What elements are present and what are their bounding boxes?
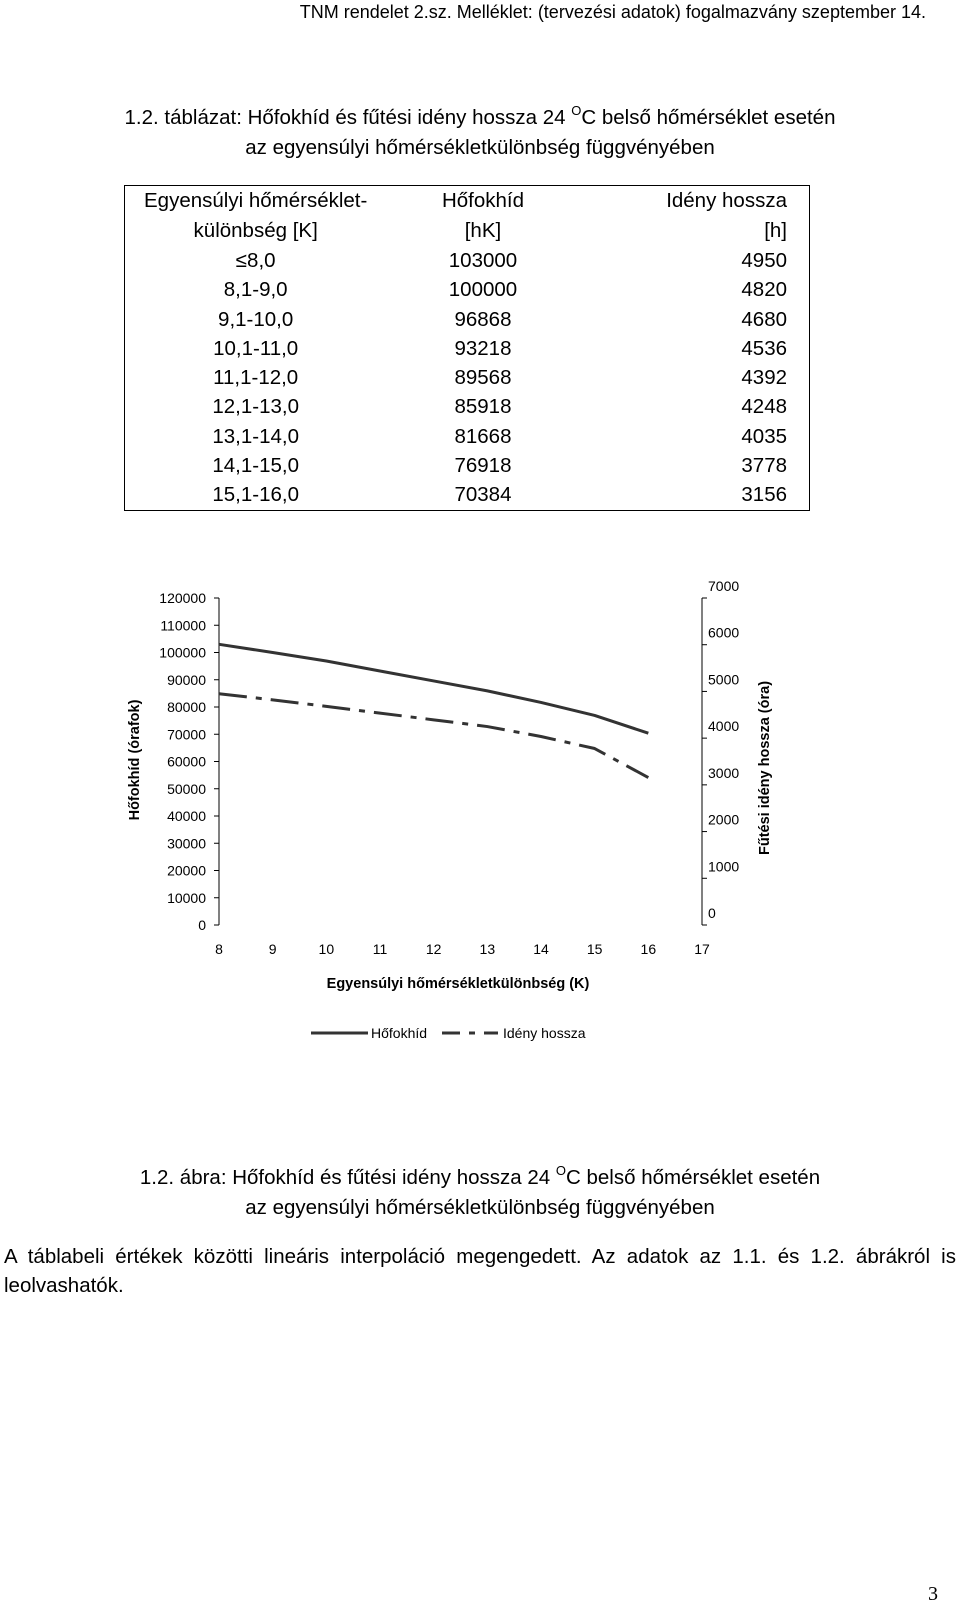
cell-season-length: 4035 [741,424,787,448]
x-tick-label: 15 [586,941,603,957]
cell-temp-diff: 14,1-15,0 [212,454,299,478]
table-row [125,422,810,451]
left-tick-label: 10000 [167,889,206,906]
x-tick-label: 17 [694,941,710,957]
table-row [125,451,810,480]
cell-temp-diff: 12,1-13,0 [212,395,299,419]
season-length-series-line [219,694,648,778]
cell-season-length: 4820 [741,278,787,302]
x-tick-label: 16 [640,941,657,957]
table-row [125,392,810,421]
cell-temp-diff: 11,1-12,0 [213,366,299,390]
header-season-length-line2: [h] [764,219,787,242]
header-season-length-line1: Idény hossza [666,189,787,212]
left-tick-label: 30000 [167,835,206,852]
cell-degree-hours: 93218 [454,336,512,360]
cell-season-length: 4536 [741,336,787,360]
page-header: TNM rendelet 2.sz. Melléklet: (tervezési adatok) fogalmazvány szeptember 14. [299,2,926,22]
cell-temp-diff: 8,1-9,0 [223,278,288,302]
left-tick-label: 100000 [159,644,206,661]
figure-caption-line2: az egyensúlyi hőmérsékletkülönbség függvényében [245,1196,715,1219]
cell-season-length: 3156 [741,483,787,507]
x-tick-label: 13 [479,941,496,957]
cell-degree-hours: 76918 [454,454,512,478]
degree-superscript: O [571,103,582,118]
figure-degree-superscript: O [555,1163,566,1178]
figure-caption-text: 1.2. ábra: Hőfokhíd és fűtési idény hossza 24 [139,1166,556,1189]
header-temp-diff-line1: Egyensúlyi hőmérséklet- [144,189,368,212]
table-header-row [125,186,810,247]
data-table [124,185,810,511]
table-caption-text-end: C belső hőmérséklet esetén [581,106,836,129]
header-season-length [580,186,810,247]
left-tick-label: 110000 [160,617,206,634]
right-axis-title: Fűtési idény hossza (óra) [757,680,773,856]
x-tick-label: 10 [318,941,335,957]
left-tick-label: 40000 [167,808,206,824]
cell-degree-hours: 100000 [448,278,518,302]
cell-degree-hours: 70384 [454,483,512,507]
cell-season-length: 4392 [741,366,787,390]
header-degree-hours-line1: Hőfokhíd [441,189,524,212]
x-tick-label: 14 [533,941,549,957]
cell-temp-diff: 13,1-14,0 [212,424,299,448]
cell-degree-hours: 89568 [454,366,512,390]
table-row [125,246,810,275]
table-row [125,334,810,363]
x-tick-label: 11 [372,941,388,957]
right-tick-label: 1000 [708,858,740,875]
left-tick-label: 70000 [167,726,206,743]
header-degree-hours-line2: [hK] [464,219,502,242]
table-row [125,305,810,334]
legend-label-degree-hours: Hőfokhíd [371,1025,428,1041]
legend-label-season-length: Idény hossza [503,1025,586,1041]
left-tick-label: 60000 [167,753,206,770]
cell-temp-diff: 10,1-11,0 [213,336,299,360]
header-temp-diff [125,186,387,247]
cell-degree-hours: 103000 [448,249,518,272]
cell-temp-diff: ≤8,0 [235,249,276,272]
cell-degree-hours: 96868 [454,307,512,331]
cell-degree-hours: 81668 [454,424,512,448]
cell-degree-hours: 85918 [454,395,512,419]
table-caption [0,96,960,163]
x-tick-label: 8 [215,941,223,957]
right-tick-label: 5000 [708,671,740,688]
right-tick-label: 4000 [708,718,740,735]
left-tick-label: 80000 [167,699,206,715]
header-degree-hours [386,186,579,247]
left-tick-label: 90000 [167,671,206,688]
table-row [125,275,810,304]
table-caption-text: 1.2. táblázat: Hőfokhíd és fűtési idény hossza 24 [124,106,572,129]
cell-temp-diff: 15,1-16,0 [212,483,299,507]
cell-season-length: 3778 [741,454,787,478]
left-tick-label: 120000 [159,590,206,606]
body-paragraph: A táblabeli értékek közötti lineáris interpoláció megengedett. Az adatok az 1.1. és 1.2. ábrákról is leolvashatók. [4,1245,956,1297]
figure-caption-text-end: C belső hőmérséklet esetén [565,1166,821,1189]
x-tick-label: 12 [425,941,442,957]
cell-season-length: 4950 [741,249,787,272]
chart [0,578,960,1058]
right-tick-label: 6000 [708,624,740,641]
left-tick-label: 50000 [167,780,206,797]
table-row [125,480,810,510]
left-axis-title: Hőfokhíd (órafok) [127,699,143,821]
cell-season-length: 4248 [741,395,787,419]
cell-temp-diff: 9,1-10,0 [218,307,294,331]
table-caption-line2: az egyensúlyi hőmérsékletkülönbség függvényében [245,136,715,159]
table-body [125,246,810,510]
header-temp-diff-line2: különbség [K] [193,219,318,242]
right-tick-label: 0 [708,905,716,921]
right-tick-label: 3000 [708,764,740,781]
x-axis-title: Egyensúlyi hőmérsékletkülönbség (K) [326,976,590,992]
right-tick-label: 7000 [708,578,740,594]
left-tick-label: 0 [198,917,206,933]
page-number: 3 [928,1583,938,1605]
right-tick-label: 2000 [708,811,740,828]
table-row [125,363,810,392]
figure-caption [0,1156,960,1223]
cell-season-length: 4680 [741,307,787,331]
x-tick-label: 9 [268,941,277,957]
left-tick-label: 20000 [167,862,206,879]
